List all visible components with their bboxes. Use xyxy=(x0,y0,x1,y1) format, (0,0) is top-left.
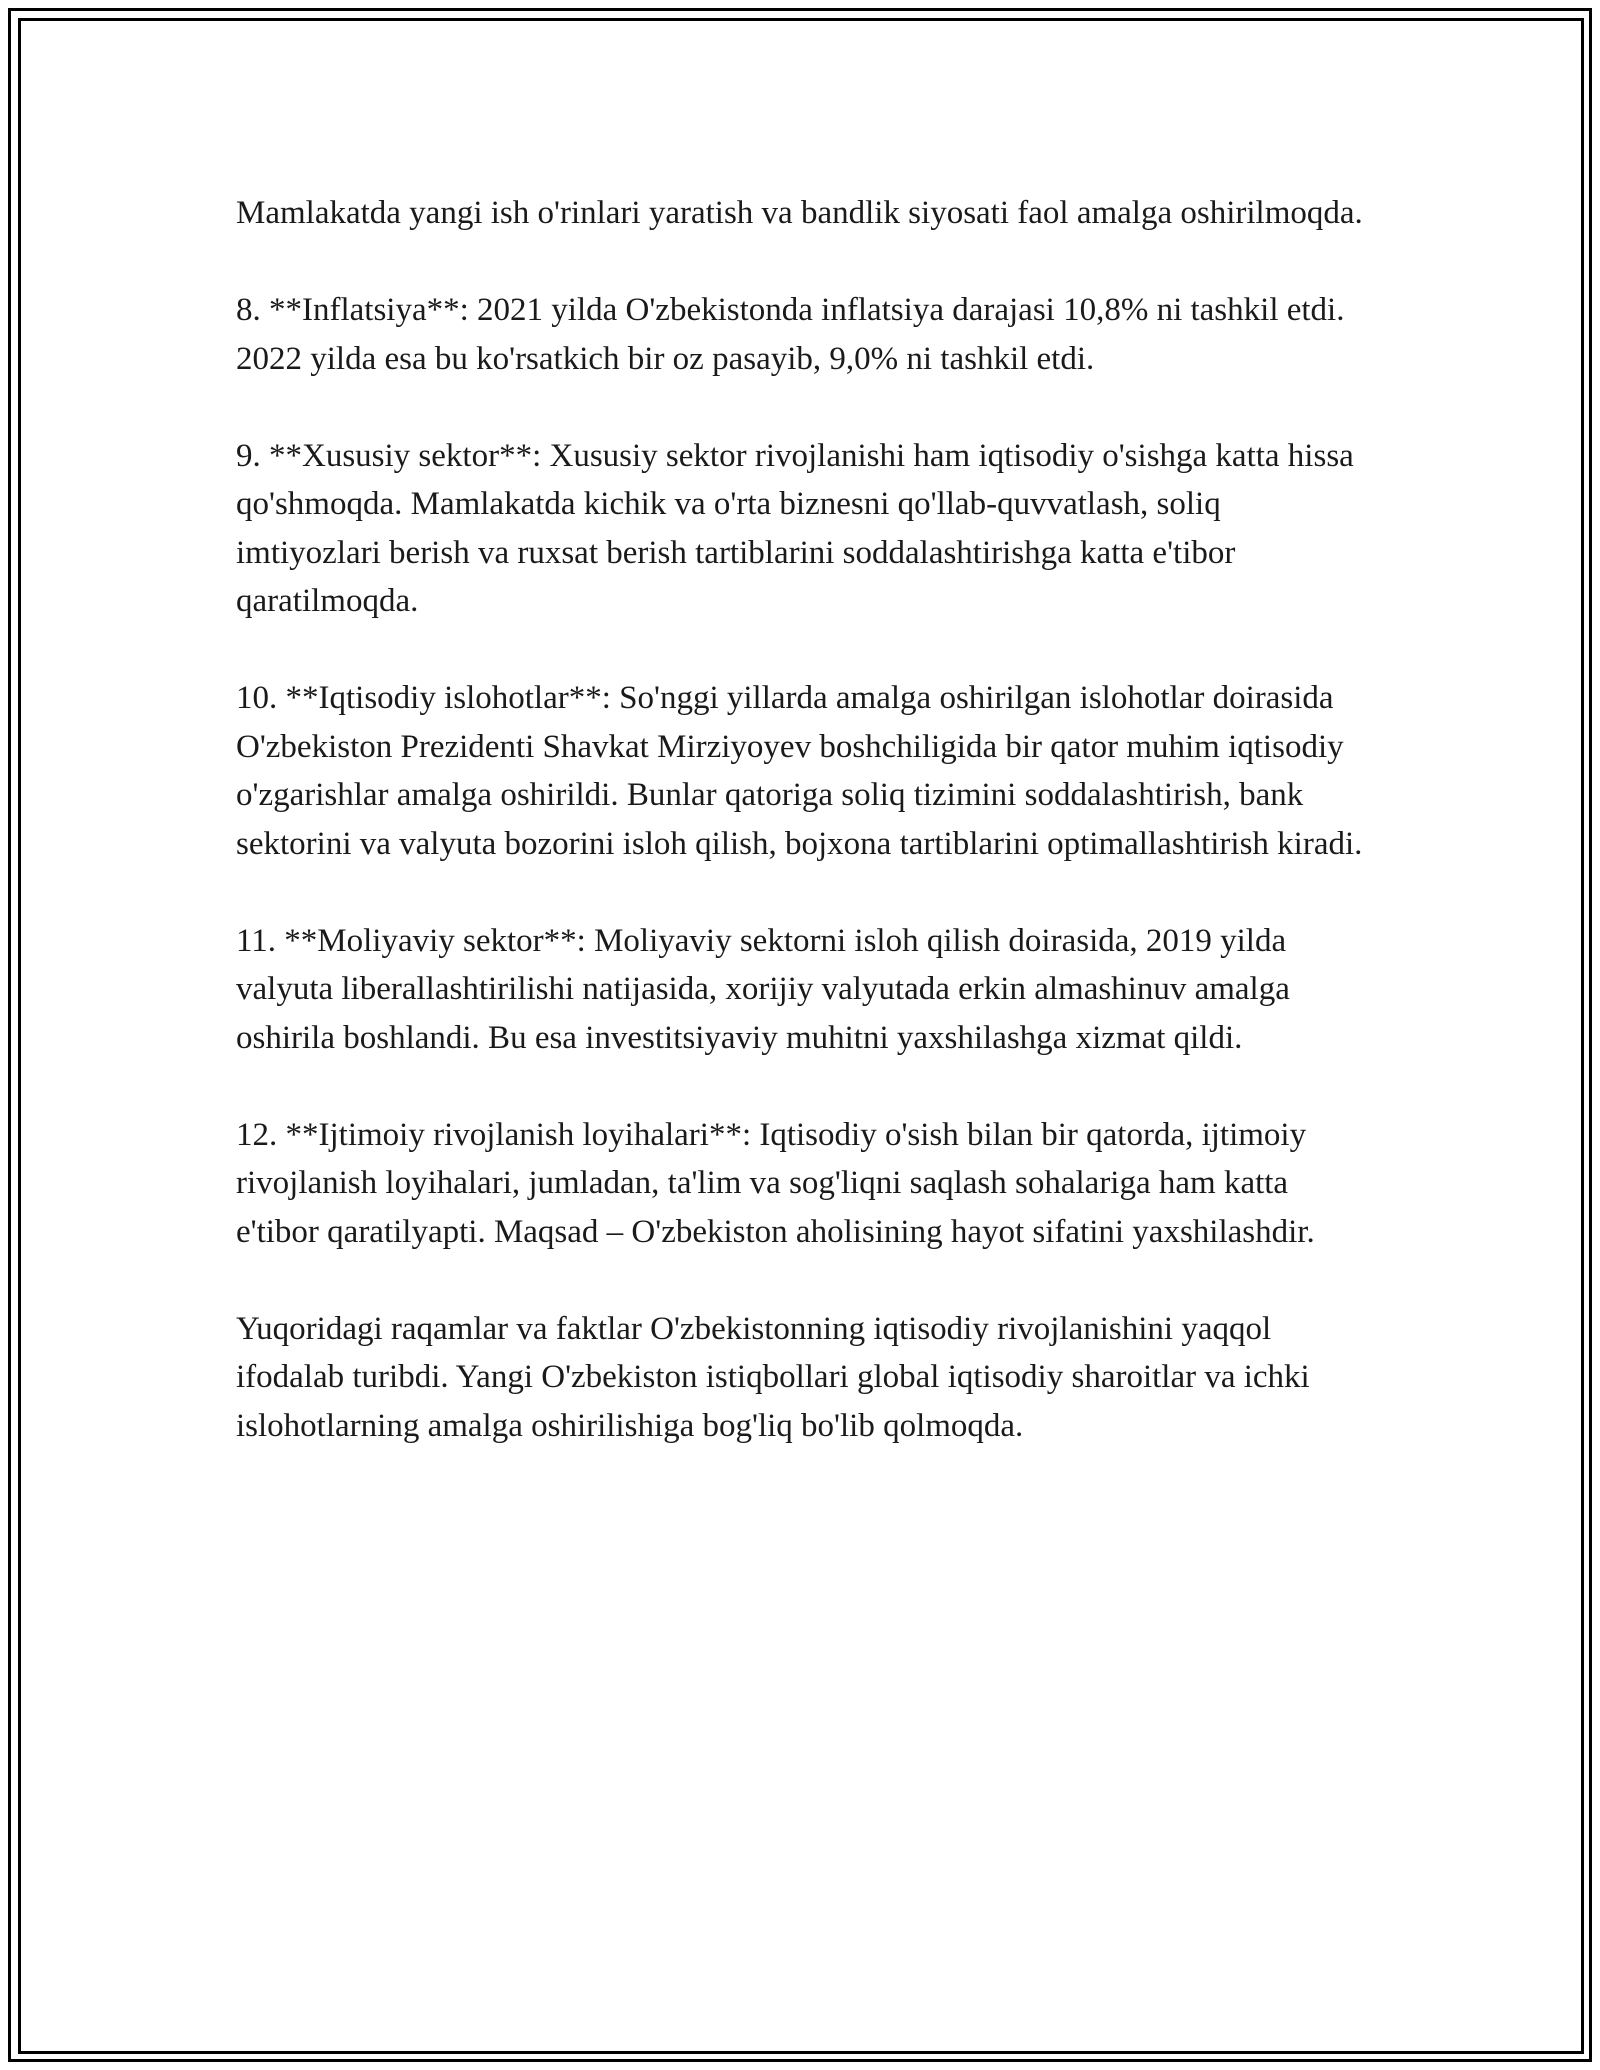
paragraph-financial-sector: 11. **Moliyaviy sektor**: Moliyaviy sektorni isloh qilish doirasida, 2019 yilda valyuta liberallashtirilishi natijasida, xorijiy valyutada erkin almashinuv amalga oshirila boshlandi. Bu esa investitsiyaviy muhitni yaxshilashga xizmat qildi. xyxy=(236,922,1290,1056)
paragraph-social-development: 12. **Ijtimoiy rivojlanish loyihalari**: Iqtisodiy o'sish bilan bir qatorda, ijtimoiy rivojlanish loyihalari, jumladan, ta'lim va sog'liqni saqlash sohalariga ham katta e'tibor qaratilyapti. Maqsad – O'zbekiston aholisining hayot sifatini yaxshilashdir. xyxy=(236,1116,1315,1250)
paragraph-economic-reforms: 10. **Iqtisodiy islohotlar**: So'nggi yillarda amalga oshirilgan islohotlar doirasida O'zbekiston Prezidenti Shavkat Mirziyoyev boshchiligida bir qator muhim iqtisodiy o'zgarishlar amalga oshirildi. Bunlar qatoriga soliq tizimini soddalashtirish, bank sektorini va valyuta bozorini isloh qilish, bojxona tartiblarini optimallashtirish kiradi. xyxy=(236,680,1363,862)
document-body xyxy=(236,189,1366,1499)
paragraph-conclusion: Yuqoridagi raqamlar va faktlar O'zbekistonning iqtisodiy rivojlanishini yaqqol ifodalab turibdi. Yangi O'zbekiston istiqbollari global iqtisodiy sharoitlar va ichki islohotlarning amalga oshirilishiga bog'liq bo'lib qolmoqda. xyxy=(236,1310,1310,1444)
paragraph-inflation: 8. **Inflatsiya**: 2021 yilda O'zbekistonda inflatsiya darajasi 10,8% ni tashkil etdi. 2022 yilda esa bu ko'rsatkich bir oz pasayib, 9,0% ni tashkil etdi. xyxy=(236,292,1345,377)
paragraph-employment: Mamlakatda yangi ish o'rinlari yaratish va bandlik siyosati faol amalga oshirilmoqda. xyxy=(236,195,1363,231)
paragraph-private-sector: 9. **Xususiy sektor**: Xususiy sektor rivojlanishi ham iqtisodiy o'sishga katta hissa qo'shmoqda. Mamlakatda kichik va o'rta biznesni qo'llab-quvvatlash, soliq imtiyozlari berish va ruxsat berish tartiblarini soddalashtirishga katta e'tibor qaratilmoqda. xyxy=(236,437,1354,619)
